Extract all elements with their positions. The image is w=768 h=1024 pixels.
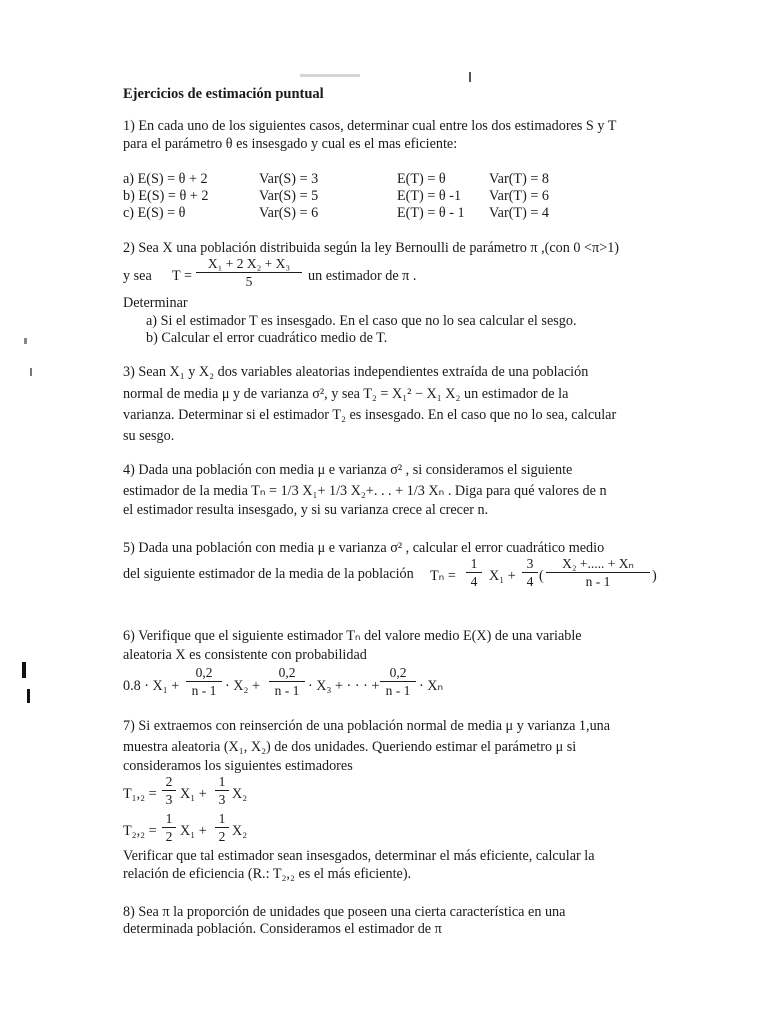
ex7-frac-c-num: 1 <box>162 811 176 828</box>
ex6-frac-1-num: 0,2 <box>186 665 222 682</box>
ex7-frac-a-num: 2 <box>162 774 176 791</box>
ex7-frac-b <box>215 774 229 807</box>
ex2-ysea: y sea <box>123 268 152 284</box>
ex5-line2: del siguiente estimador de la media de la población <box>123 566 414 582</box>
ex5-frac-3-num: X₂ +..... + Xₙ <box>546 556 650 573</box>
ex7-T12: T₁,₂ = <box>123 786 157 802</box>
ex5-frac-1-den: 4 <box>470 574 478 589</box>
ex7-line3: consideramos los siguientes estimadores <box>123 758 353 774</box>
ex7-frac-a-den: 3 <box>165 792 173 807</box>
scan-mark <box>469 72 471 82</box>
ex5-frac-2 <box>522 556 538 589</box>
ex5-open-paren: ( <box>539 568 544 584</box>
scan-mark-left-1 <box>22 662 26 678</box>
ex1-row-b-vs: Var(S) = 5 <box>259 188 319 204</box>
ex3-line4: su sesgo. <box>123 428 175 444</box>
ex5-line1: 5) Dada una población con media μ e varianza σ² , calcular el error cuadrático medio <box>123 540 605 556</box>
ex7-line2: muestra aleatoria (X₁, X₂) de dos unidades. Queriendo estimar el parámetro μ si <box>123 739 577 755</box>
ex1-line1: 1) En cada uno de los siguientes casos, determinar cual entre los dos estimadores S y T <box>123 118 617 134</box>
ex5-frac-1 <box>466 556 482 589</box>
ex7-frac-d-num: 1 <box>215 811 229 828</box>
ex7-line4: Verificar que tal estimador sean insesgados, determinar el más eficiente, calcular la <box>123 848 595 864</box>
ex7-line5: relación de eficiencia (R.: T₂,₂ es el más eficiente). <box>123 866 412 882</box>
ex6-frac-2-den: n - 1 <box>274 683 300 698</box>
ex2-line1: 2) Sea X una población distribuida según la ley Bernoulli de parámetro π ,(con 0 <π>1) <box>123 240 620 256</box>
ex7-c-mid: X₁ + <box>180 823 207 839</box>
ex5-Tn: Tₙ = <box>430 568 456 584</box>
ex5-frac-2-den: 4 <box>526 574 534 589</box>
ex3-line3: varianza. Determinar si el estimador T₂ es insesgado. En el caso que no lo sea, calcular <box>123 407 617 423</box>
ex4-line2: estimador de la media Tₙ = 1/3 X₁+ 1/3 X₂+. . . + 1/3 Xₙ . Diga para qué valores de n <box>123 483 607 499</box>
ex2-a: a) Si el estimador T es insesgado. En el caso que no lo sea calcular el sesgo. <box>146 313 577 329</box>
ex6-frac-1 <box>186 665 222 698</box>
ex7-frac-d-den: 2 <box>218 829 226 844</box>
ex5-frac-3-den: n - 1 <box>585 574 611 589</box>
ex6-t2: · X₂ + <box>225 678 261 694</box>
ex6-frac-1-den: n - 1 <box>191 683 217 698</box>
ex1-row-a-es: a) E(S) = θ + 2 <box>123 171 208 187</box>
ex6-line2: aleatoria X es consistente con probabilidad <box>123 647 367 663</box>
ex7-frac-c <box>162 811 176 844</box>
ex7-a-mid: X₁ + <box>180 786 207 802</box>
ex5-frac-2-num: 3 <box>522 556 538 573</box>
ex2-fraction-num: X₁ + 2 X₂ + X₃ <box>196 256 302 273</box>
ex7-frac-d <box>215 811 229 844</box>
ex1-row-a-vs: Var(S) = 3 <box>259 171 319 187</box>
ex1-row-b-et: E(T) = θ -1 <box>397 188 462 204</box>
ex4-line1: 4) Dada una población con media μ e varianza σ² , si consideramos el siguiente <box>123 462 573 478</box>
scan-dot <box>24 338 27 344</box>
ex5-close-paren: ) <box>652 568 657 584</box>
ex7-d-end: X₂ <box>232 823 248 839</box>
ex2-fraction <box>196 256 302 289</box>
ex6-frac-3 <box>380 665 416 698</box>
ex2-fraction-den: 5 <box>245 274 253 289</box>
ex5-frac-1-num: 1 <box>466 556 482 573</box>
ex1-row-c-vs: Var(S) = 6 <box>259 205 319 221</box>
ex3-line2: normal de media μ y de varianza σ², y sea T₂ = X₁² − X₁ X₂ un estimador de la <box>123 386 569 402</box>
ex7-frac-b-num: 1 <box>215 774 229 791</box>
ex6-frac-2-num: 0,2 <box>269 665 305 682</box>
ex6-line1: 6) Verifique que el siguiente estimador Tₙ del valore medio E(X) de una variable <box>123 628 582 644</box>
ex5-frac-3 <box>546 556 650 589</box>
document-title: Ejercicios de estimación puntual <box>123 86 324 102</box>
ex2-b: b) Calcular el error cuadrático medio de T. <box>146 330 388 346</box>
ex8-line2: determinada población. Consideramos el estimador de π <box>123 921 442 937</box>
ex8-line1: 8) Sea π la proporción de unidades que poseen una cierta característica en una <box>123 904 566 920</box>
ex6-lead: 0.8 · X₁ + <box>123 678 180 694</box>
ex6-frac-2 <box>269 665 305 698</box>
ex6-frac-3-den: n - 1 <box>385 683 411 698</box>
ex2-T: T = <box>172 268 192 284</box>
ex7-line1: 7) Si extraemos con reinserción de una población normal de media μ y varianza 1,una <box>123 718 611 734</box>
ex1-row-b-es: b) E(S) = θ + 2 <box>123 188 209 204</box>
ex7-frac-b-den: 3 <box>218 792 226 807</box>
scan-mark-left-2 <box>27 689 30 703</box>
ex1-line2: para el parámetro θ es insesgado y cual es el mas eficiente: <box>123 136 458 152</box>
ex2-tail: un estimador de π . <box>308 268 417 284</box>
ex7-T22: T₂,₂ = <box>123 823 157 839</box>
ex6-t3: · X₃ + · · · + <box>308 678 380 694</box>
scan-dot <box>30 368 32 376</box>
ex2-determinar: Determinar <box>123 295 188 311</box>
ex7-b-end: X₂ <box>232 786 248 802</box>
ex1-row-c-et: E(T) = θ - 1 <box>397 205 465 221</box>
scan-smudge <box>300 74 360 77</box>
ex7-frac-c-den: 2 <box>165 829 173 844</box>
ex1-row-a-vt: Var(T) = 8 <box>489 171 549 187</box>
ex4-line3: el estimador resulta insesgado, y si su varianza crece al crecer n. <box>123 502 489 518</box>
ex1-row-c-es: c) E(S) = θ <box>123 205 186 221</box>
ex6-tn: · Xₙ <box>419 678 444 694</box>
ex1-row-b-vt: Var(T) = 6 <box>489 188 549 204</box>
ex3-line1: 3) Sean X₁ y X₂ dos variables aleatorias independientes extraída de una población <box>123 364 589 380</box>
ex5-x1plus: X₁ + <box>489 568 516 584</box>
ex1-row-a-et: E(T) = θ <box>397 171 446 187</box>
ex1-row-c-vt: Var(T) = 4 <box>489 205 549 221</box>
ex6-frac-3-num: 0,2 <box>380 665 416 682</box>
ex7-frac-a <box>162 774 176 807</box>
